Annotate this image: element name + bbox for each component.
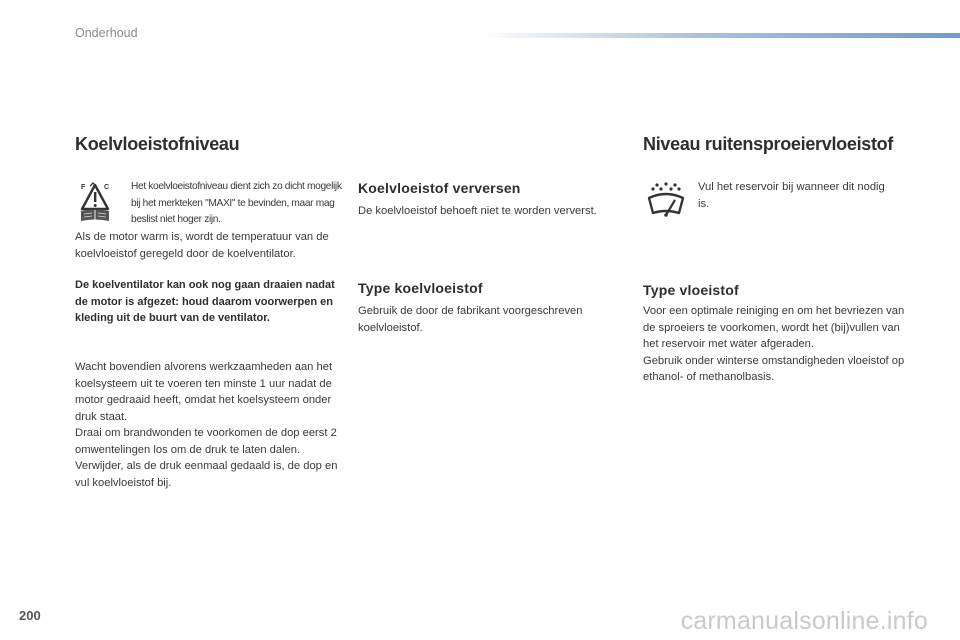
svg-text:C: C: [104, 184, 110, 191]
coolant-level-title: Koelvloeistofniveau: [75, 134, 240, 154]
washer-fluid-level-title: Niveau ruitensproeiervloeistof: [643, 134, 894, 154]
fluid-type-text: Voor een optimale reiniging en om het bevriezen van de sproeiers te voorkomen, wordt het (bij)vullen van het reservoir met water afgeraden. Gebruik onder winterse omstandigheden vloeistof op ethanol- of methanolbasis.: [643, 305, 905, 383]
coolant-type-text: Gebruik de door de fabrikant voorgeschreven koelvloeistof.: [358, 305, 583, 334]
coolant-warning-icon: [78, 180, 112, 222]
washer-icon-note: Vul het reservoir bij wanneer dit nodig is.: [698, 181, 885, 210]
coolant-icon-note: Het koelvloeistofniveau dient zich zo dicht mogelijk bij het merkteken "MAXI" te bevinden, maar mag beslist niet hoger zijn.: [131, 181, 342, 225]
coolant-temperature-paragraph: Als de motor warm is, wordt de temperatuur van de koelvloeistof geregeld door de koelventilator.: [75, 231, 329, 260]
fan-warning-text: De koelventilator kan ook nog gaan draaien nadat de motor is afgezet: houd daarom voorwerpen en kleding uit de buurt van de ventilator.: [75, 279, 335, 324]
coolant-type-title: Type koelvloeistof: [358, 280, 483, 296]
fluid-type-title: Type vloeistof: [643, 282, 739, 298]
header-section-title: Onderhoud: [75, 26, 138, 40]
page-number: 200: [19, 608, 41, 623]
coolant-pressure-paragraph: Wacht bovendien alvorens werkzaamheden aan het koelsysteem uit te voeren ten minste 1 uur nadat de motor gedraaid heeft, omdat het koelsysteem onder druk staat. Draai om brandwonden te voorkomen de dop eerst 2 omwentelingen los om de druk te laten dalen. Verwijder, als de druk eenmaal gedaald is, de dop en vul koelvloeistof bij.: [75, 361, 338, 489]
svg-text:F: F: [81, 184, 86, 191]
coolant-change-text: De koelvloeistof behoeft niet te worden ververst.: [358, 205, 597, 217]
washer-fluid-icon: [645, 180, 687, 220]
coolant-change-title: Koelvloeistof verversen: [358, 180, 521, 196]
header-accent-bar: [480, 33, 960, 38]
watermark-text: carmanualsonline.info: [680, 607, 928, 635]
